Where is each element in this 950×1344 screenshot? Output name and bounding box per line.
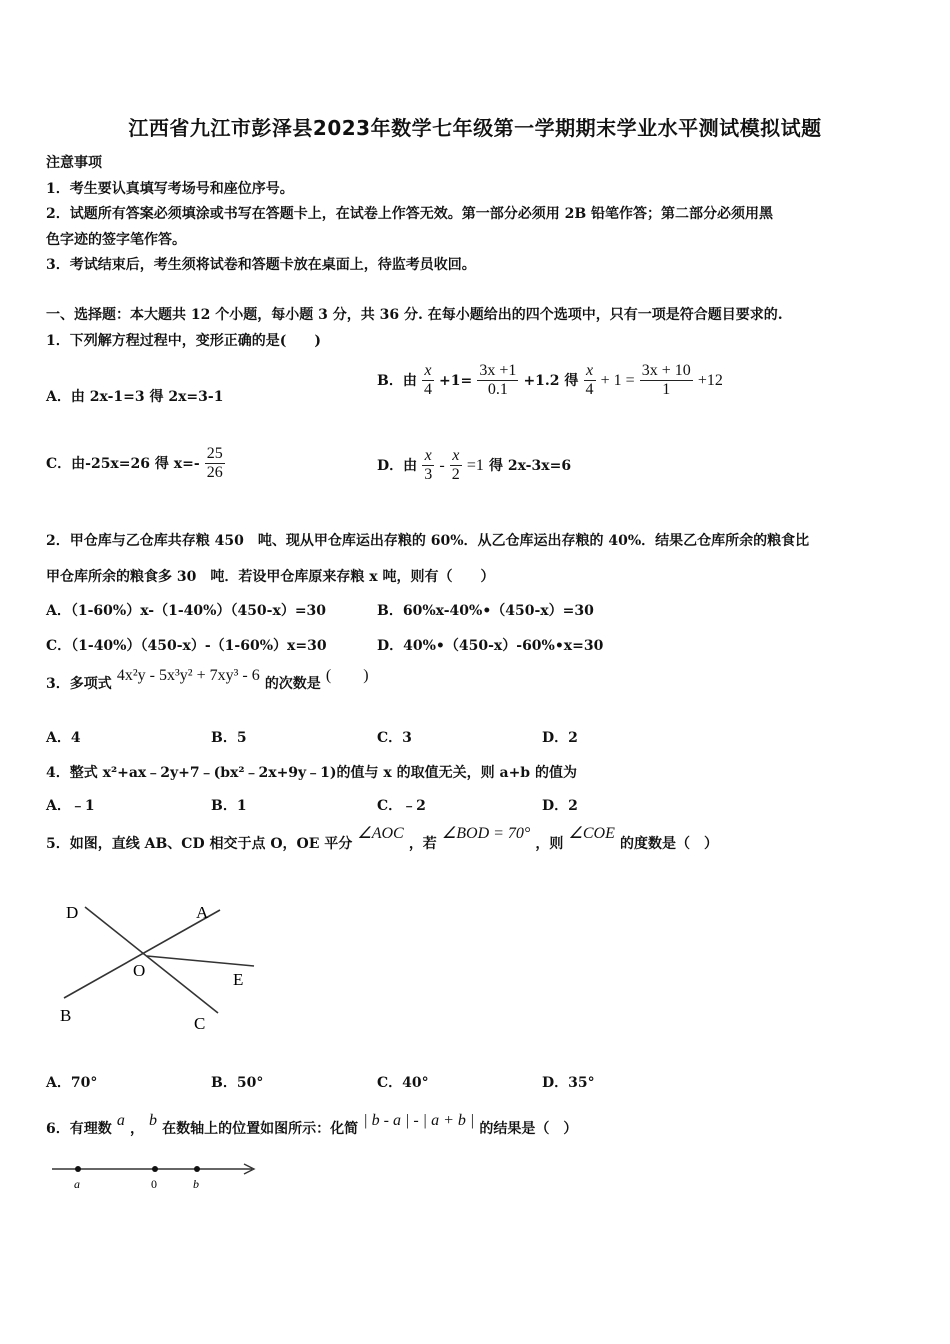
q1-b-text: +1.2 得 [523,373,579,389]
fraction [640,362,693,399]
q6-var-a: a [116,1112,125,1129]
notice-item: 1．考生要认真填写考场号和座位序号。 [46,181,294,197]
q1-c-prefix: C．由-25x=26 得 x=- [46,456,200,472]
page-title: 江西省九江市彭泽县2023年数学七年级第一学期期末学业水平测试模拟试题 [128,116,822,140]
denominator: 4 [585,381,594,398]
q5-angle-coe: ∠COE [568,825,615,842]
section-heading: 一、选择题：本大题共 12 个小题，每小题 3 分，共 36 分. 在每小题给出的四个选项中，只有一项是符合题目要求的. [46,307,783,323]
q4-option-a: A．﹣1 [46,798,95,814]
notice-heading: 注意事项 [46,155,102,171]
q6-var-b: b [149,1112,158,1129]
point-a [75,1166,81,1172]
line-ab [64,910,220,998]
q5-geometry-figure [50,895,270,1035]
q1-option-d [377,447,571,484]
fraction [422,447,434,484]
label-b: B [60,1006,72,1025]
q1-b-prefix: B．由 [377,373,417,389]
q3-paren: ( ) [325,667,369,684]
numerator: 3x + 10 [641,362,691,379]
label-e: E [233,970,244,989]
q6-abs-expression: | b - a | - | a + b | [363,1112,475,1129]
q5-text: ，若 [408,836,437,852]
label-d: D [66,903,79,922]
q1-option-b [377,362,723,399]
q1-d-text: - [439,457,445,474]
question-6-stem [46,1112,578,1138]
q1-b-text: +12 [697,372,723,389]
q5-option-d: D．35° [542,1075,595,1091]
numerator: x [422,362,434,381]
q3-suffix: 的次数是 [264,676,321,692]
q1-d-text: =1 [466,457,484,474]
numerator: x [450,447,462,466]
ray-oe [147,956,254,966]
fraction [584,362,596,399]
axis-label-b: b [193,1177,199,1191]
q4-option-d: D．2 [542,798,578,814]
q1-b-text: +1= [439,373,473,389]
q1-d-text: 得 2x-3x=6 [488,458,572,474]
q1-b-text: + 1 = [600,372,635,389]
fraction [422,362,434,399]
label-a: A [196,903,209,922]
q3-option-c: C．3 [377,730,412,746]
q3-prefix: 3．多项式 [46,676,112,692]
q5-angle-bod: ∠BOD = 70° [441,825,531,842]
q6-number-line [48,1158,263,1192]
point-zero [152,1166,158,1172]
question-4-stem: 4．整式 x²+ax﹣2y+7﹣(bx²﹣2x+9y﹣1)的值与 x 的取值无关，则 a+b 的值为 [46,765,577,781]
q6-prefix: 6．有理数 [46,1121,112,1137]
q5-suffix: 的度数是（ ） [619,836,718,852]
fraction [205,445,225,482]
question-3-stem [46,667,369,693]
denominator: 4 [423,381,432,398]
q3-polynomial: 4x²y - 5x³y² + 7xy³ - 6 [116,667,260,684]
question-2-line: 甲仓库所余的粮食多 30 吨．若设甲仓库原来存粮 x 吨，则有（ ） [46,569,495,585]
numerator: 25 [206,445,223,462]
q5-option-a: A．70° [46,1075,98,1091]
numerator: 3x +1 [479,362,517,379]
fraction [477,362,518,399]
q1-option-a: A．由 2x-1=3 得 2x=3-1 [46,389,224,405]
q5-prefix: 5．如图，直线 AB、CD 相交于点 O，OE 平分 [46,836,353,852]
axis-label-zero: 0 [151,1177,157,1191]
q5-option-b: B．50° [211,1075,264,1091]
q6-text: ， [129,1121,144,1137]
numerator: x [584,362,596,381]
q1-option-c [46,445,225,482]
q5-option-c: C．40° [377,1075,429,1091]
denominator: 1 [662,381,671,398]
q5-angle-aoc: ∠AOC [357,825,404,842]
q4-option-c: C．﹣2 [377,798,426,814]
notice-item: 2．试题所有答案必须填涂或书写在答题卡上，在试卷上作答无效。第一部分必须用 2B 铅笔作答；第二部分必须用黑 [46,206,774,222]
q4-option-b: B．1 [211,798,247,814]
q3-option-a: A．4 [46,730,81,746]
q3-option-b: B．5 [211,730,247,746]
q2-option-a: A．（1-60%）x-（1-40%）（450-x）=30 [46,603,327,619]
question-5-stem [46,825,718,853]
denominator: 3 [424,466,433,483]
label-c: C [194,1014,206,1033]
axis-label-a: a [74,1177,80,1191]
denominator: 0.1 [487,381,508,398]
point-b [194,1166,200,1172]
denominator: 2 [451,466,460,483]
question-2-line: 2．甲仓库与乙仓库共存粮 450 吨、现从甲仓库运出存粮的 60%．从乙仓库运出存粮的 40%．结果乙仓库所余的粮食比 [46,533,810,549]
denominator: 26 [206,464,223,481]
label-o: O [133,961,146,980]
notice-item: 3．考试结束后，考生须将试卷和答题卡放在桌面上，待监考员收回。 [46,257,476,273]
fraction [450,447,462,484]
q1-d-prefix: D．由 [377,458,418,474]
q5-text: ，则 [535,836,564,852]
q2-option-d: D．40%•（450-x）-60%•x=30 [377,638,604,654]
q6-suffix: 的结果是（ ） [479,1121,578,1137]
q2-option-c: C．（1-40%）（450-x）-（1-60%）x=30 [46,638,327,654]
q6-text: 在数轴上的位置如图所示：化简 [162,1121,359,1137]
notice-item: 色字迹的签字笔作答。 [46,232,186,248]
numerator: x [422,447,434,466]
q2-option-b: B．60%x-40%•（450-x）=30 [377,603,594,619]
q3-option-d: D．2 [542,730,578,746]
question-1-stem: 1．下列解方程过程中，变形正确的是( ) [46,333,321,349]
